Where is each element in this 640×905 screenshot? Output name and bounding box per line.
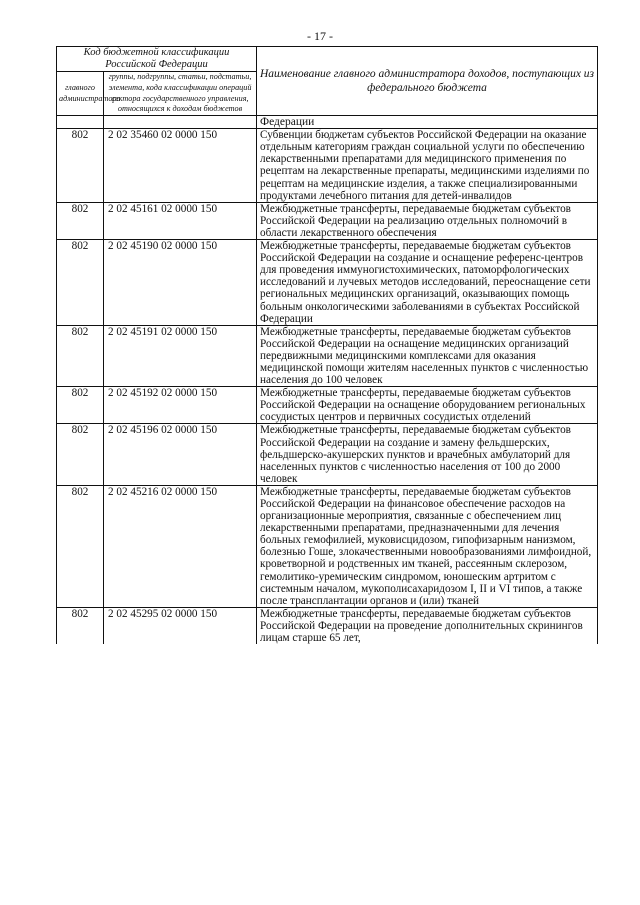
table-row (57, 387, 598, 424)
admin-code-cell: 802 (57, 129, 104, 203)
description-cell: Субвенции бюджетам субъектов Российской Федерации на оказание отдельным категориям граждан социальной услуги по обеспечению лекарственными препаратами для медицинского применения по рецептам на лекарственные препараты, медицинскими изделиями по рецептам на медицинские изделия, а также специализированными продуктами лечебного питания для детей-инвалидов (257, 129, 598, 203)
classification-code-cell: 2 02 45196 02 0000 150 (104, 424, 257, 485)
group-header: Код бюджетной классификации Российской Федерации (57, 47, 257, 72)
admin-code-cell: 802 (57, 325, 104, 386)
admin-code-cell: 802 (57, 485, 104, 607)
table-row (57, 607, 598, 644)
classification-code-cell: 2 02 45190 02 0000 150 (104, 240, 257, 326)
description-cell: Межбюджетные трансферты, передаваемые бюджетам субъектов Российской Федерации на создание и замену фельдшерских, фельдшерско-акушерских пунктов и врачебных амбулаторий для населенных пунктов с численностью населения от 100 до 2000 человек (257, 424, 598, 485)
budget-classification-table (56, 46, 598, 644)
continuation-row (57, 116, 598, 129)
classification-code-cell: 2 02 45295 02 0000 150 (104, 607, 257, 644)
description-cell: Межбюджетные трансферты, передаваемые бюджетам субъектов Российской Федерации на реализацию отдельных полномочий в области лекарственного обеспечения (257, 202, 598, 239)
continuation-code-cell (104, 116, 257, 129)
admin-code-cell: 802 (57, 607, 104, 644)
classification-code-cell: 2 02 45192 02 0000 150 (104, 387, 257, 424)
description-cell: Межбюджетные трансферты, передаваемые бюджетам субъектов Российской Федерации на оснащение оборудованием региональных сосудистых центров и первичных сосудистых отделений (257, 387, 598, 424)
page-number: - 17 - (307, 29, 333, 43)
continuation-name-cell: Федерации (257, 116, 598, 129)
classification-code-cell: 2 02 35460 02 0000 150 (104, 129, 257, 203)
description-cell: Межбюджетные трансферты, передаваемые бюджетам субъектов Российской Федерации на проведение дополнительных скринингов лицам старше 65 лет, (257, 607, 598, 644)
description-cell: Межбюджетные трансферты, передаваемые бюджетам субъектов Российской Федерации на оснащение медицинских организаций передвижными медицинскими комплексами для оказания медицинской помощи жителям населенных пунктов с численностью населения до 100 человек (257, 325, 598, 386)
classification-code-cell: 2 02 45191 02 0000 150 (104, 325, 257, 386)
table-row (57, 325, 598, 386)
admin-code-cell: 802 (57, 202, 104, 239)
classification-code-cell: 2 02 45216 02 0000 150 (104, 485, 257, 607)
header-row-top (57, 47, 598, 72)
table-row (57, 485, 598, 607)
continuation-admin-cell (57, 116, 104, 129)
description-cell: Межбюджетные трансферты, передаваемые бюджетам субъектов Российской Федерации на создание и оснащение референс-центров для проведения иммуногистохимических, патоморфологических исследований и лучевых методов исследований, переоснащение сети региональных медицинских организаций, оказывающих помощь больным онкологическими заболеваниями в субъектах Российской Федерации (257, 240, 598, 326)
admin-column-header: главного администратора (57, 72, 104, 116)
classification-code-cell: 2 02 45161 02 0000 150 (104, 202, 257, 239)
table-row (57, 424, 598, 485)
table-row (57, 129, 598, 203)
admin-code-cell: 802 (57, 240, 104, 326)
admin-code-cell: 802 (57, 387, 104, 424)
name-column-header: Наименование главного администратора доходов, поступающих из федерального бюджета (257, 47, 598, 116)
table-row (57, 202, 598, 239)
table-row (57, 240, 598, 326)
admin-code-cell: 802 (57, 424, 104, 485)
code-column-header: группы, подгруппы, статьи, подстатьи, элемента, кода классификации операций сектора государственного управления, относящихся к доходам бюджетов (104, 72, 257, 116)
description-cell: Межбюджетные трансферты, передаваемые бюджетам субъектов Российской Федерации на финансовое обеспечение расходов на организационные мероприятия, связанные с обеспечением лиц лекарственными препаратами, предназначенными для лечения больных гемофилией, муковисцидозом, гипофизарным нанизмом, болезнью Гоше, злокачественными новообразованиями лимфоидной, кроветворной и родственных им тканей, рассеянным склерозом, гемолитико-уремическим синдромом, юношеским артритом с системным началом, мукополисахаридозом I, II и VI типов, а также после трансплантации органов и (или) тканей (257, 485, 598, 607)
